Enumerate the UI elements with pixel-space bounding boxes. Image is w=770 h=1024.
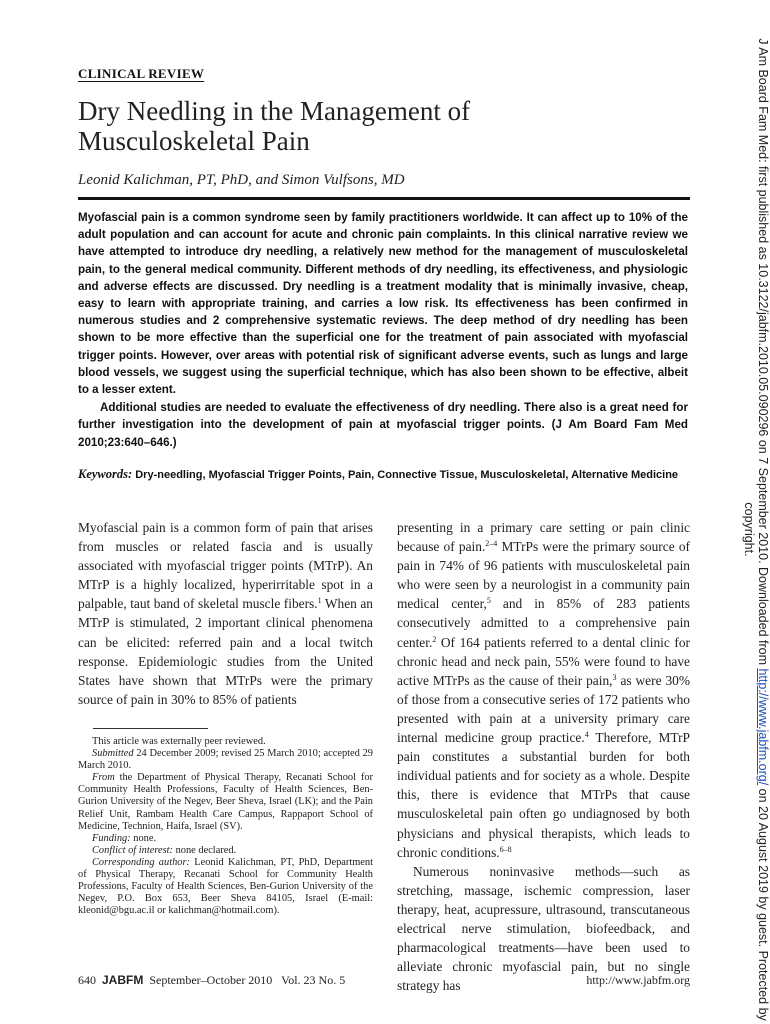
citation-ref: 6–8: [499, 844, 512, 854]
footnote-label: Funding:: [92, 832, 131, 844]
footnote-label: Submitted: [92, 748, 134, 760]
keywords: [78, 467, 698, 482]
footnote-affiliation: [78, 772, 373, 832]
citation-ref: 5: [486, 596, 491, 606]
citation-ref: 2: [432, 634, 437, 644]
body-text: presenting in a primary care setting or pain clinic because of pain.: [397, 520, 690, 555]
title-rule: [78, 197, 690, 200]
body-paragraph: Numerous noninvasive methods—such as stretching, massage, ischemic compression, laser therapy, heat, acupressure, ultrasound, transcutaneous electrical nerve stimulation, biofeedback, and pharmacological treatments—have been used to alleviate chronic myofascial pain, but no single strategy has: [397, 863, 690, 994]
body-text: MTrPs were the primary source of pain in 74% of 96 patients with musculoskeletal pain who were seen by a neurologist in a community pain medical center,: [397, 539, 690, 612]
page-number: 640: [78, 973, 96, 987]
body-column-right: [397, 518, 690, 995]
footnote-label: Corresponding author:: [92, 856, 190, 868]
footnote-corresponding: [78, 857, 373, 917]
footnote-submitted: [78, 748, 373, 772]
footnote-peer-review: This article was externally peer reviewed.: [92, 736, 266, 747]
section-label: CLINICAL REVIEW: [78, 66, 205, 81]
body-text: as were 30% of those from a consecutive series of 172 patients who presented with pain at a university primary care internal medicine group practice.: [397, 672, 690, 746]
abstract: [78, 209, 688, 451]
footnote-text: none.: [130, 832, 157, 844]
citation-ref: 3: [612, 672, 617, 682]
footnote-label: Conflict of interest:: [92, 844, 173, 856]
body-text: Of 164 patients referred to a dental clinic for chronic head and neck pain, 55% were found to have active MTrPs as the cause of their pain,: [397, 634, 690, 688]
footnote-text: Leonid Kalichman, PT, PhD, Department of Physical Therapy, Recanati School for Community Health Professions, Faculty of Health Sciences, Ben-Gurion University of the Negev, P.O. Box 653, Beer Sheva 84105, Israel (E-mail: kleonid@bgu.ac.il or kalichman@hotmail.com).: [78, 856, 373, 917]
citation-ref: 1: [317, 596, 322, 606]
footnote-funding: [78, 833, 373, 845]
footer-left: [78, 973, 345, 988]
issue-info: September–October 2010 Vol. 23 No. 5: [149, 973, 346, 987]
keywords-text: Dry-needling, Myofascial Trigger Points, Pain, Connective Tissue, Musculoskeletal, Alternative Medicine: [135, 469, 679, 481]
citation-ref: 4: [584, 730, 589, 740]
sidebar-text: on 20 August 2019 by guest. Protected by copyright.: [742, 502, 770, 1021]
body-paragraph: [78, 518, 373, 709]
download-notice-sidebar: [740, 37, 770, 1022]
citation-ref: 2–4: [485, 539, 498, 549]
abstract-paragraph-2: [78, 399, 688, 451]
body-column-left: [78, 518, 373, 709]
body-text: Myofascial pain is a common form of pain that arises from muscles or related fascia and is usually associated with myofascial trigger points (MTrP). An MTrP is a highly localized, hyperirritable spot in a palpable, taut band of skeletal muscle fibers.: [78, 520, 373, 612]
footnote-rule: [93, 728, 208, 729]
article-authors: Leonid Kalichman, PT, PhD, and Simon Vulfsons, MD: [78, 172, 405, 188]
footnotes: [78, 736, 373, 917]
journal-abbrev: JABFM: [102, 973, 144, 987]
abstract-citation: (J Am Board Fam Med 2010;23:640–646.): [78, 418, 688, 449]
body-text: and in 85% of 283 patients consecutively admitted to a comprehensive pain center.: [397, 596, 690, 650]
sidebar-text: J Am Board Fam Med: first published as 10.3122/jabfm.2010.05.090296 on 7 September 2010. Downloaded from: [756, 38, 770, 669]
article-title: Dry Needling in the Management of Musculoskeletal Pain: [78, 96, 471, 156]
footnote-conflict: [78, 845, 373, 857]
keywords-label: Keywords:: [78, 467, 133, 481]
sidebar-link[interactable]: http://www.jabfm.org/: [756, 668, 770, 786]
body-text: Therefore, MTrP pain constitutes a substantial burden for both individual patients and for society as a whole. Despite this, there is evidence that MTrPs that cause musculoskeletal pain often go undiagnosed by both physicians and physical therapists, which leads to chronic conditions.: [397, 730, 690, 860]
abstract-paragraph-1: Myofascial pain is a common syndrome seen by family practitioners worldwide. It can affect up to 10% of the adult population and can account for acute and chronic pain complaints. In this clinical narrative review we have attempted to introduce dry needling, a relatively new method for the management of musculoskeletal pain, to the general medical community. Different methods of dry needling, its effectiveness, and physiologic and adverse effects are discussed. Dry needling is a treatment modality that is minimally invasive, cheap, easy to learn with appropriate training, and carries a low risk. Its effectiveness has been confirmed in numerous studies and 2 comprehensive systematic reviews. The deep method of dry needling has been shown to be more effective than the superficial one for the treatment of pain associated with myofascial trigger points. However, over areas with potential risk of significant adverse events, such as lungs and large blood vessels, we suggest using the superficial technique, which has also been shown to be effective, albeit to a lesser extent.: [78, 211, 688, 397]
footnote-label: From: [92, 772, 115, 784]
footnote-text: 24 December 2009; revised 25 March 2010; accepted 29 March 2010.: [78, 748, 373, 772]
body-text: When an MTrP is stimulated, 2 important clinical phenomena can be elicited: referred pain and a local twitch response. Epidemiologic studies from the United States have shown that MTrPs were the primary source of pain in 30% to 85% of patients: [78, 596, 373, 707]
footnote-text: none declared.: [173, 844, 237, 856]
abstract-paragraph-2-text: Additional studies are needed to evaluate the effectiveness of dry needling. There also is a great need for further investigation into the development of pain at myofascial trigger points.: [78, 401, 688, 432]
journal-url[interactable]: http://www.jabfm.org: [586, 973, 690, 987]
body-paragraph: [397, 518, 690, 862]
footnote-text: the Department of Physical Therapy, Recanati School for Community Health Professions, Faculty of Health Sciences, Ben-Gurion University of the Negev, Beer Sheva, Israel (LK); and the Pain Relief Unit, Rambam Health Care Campus, Rappaport School of Medicine, Technion, Haifa, Israel (SV).: [78, 772, 373, 832]
